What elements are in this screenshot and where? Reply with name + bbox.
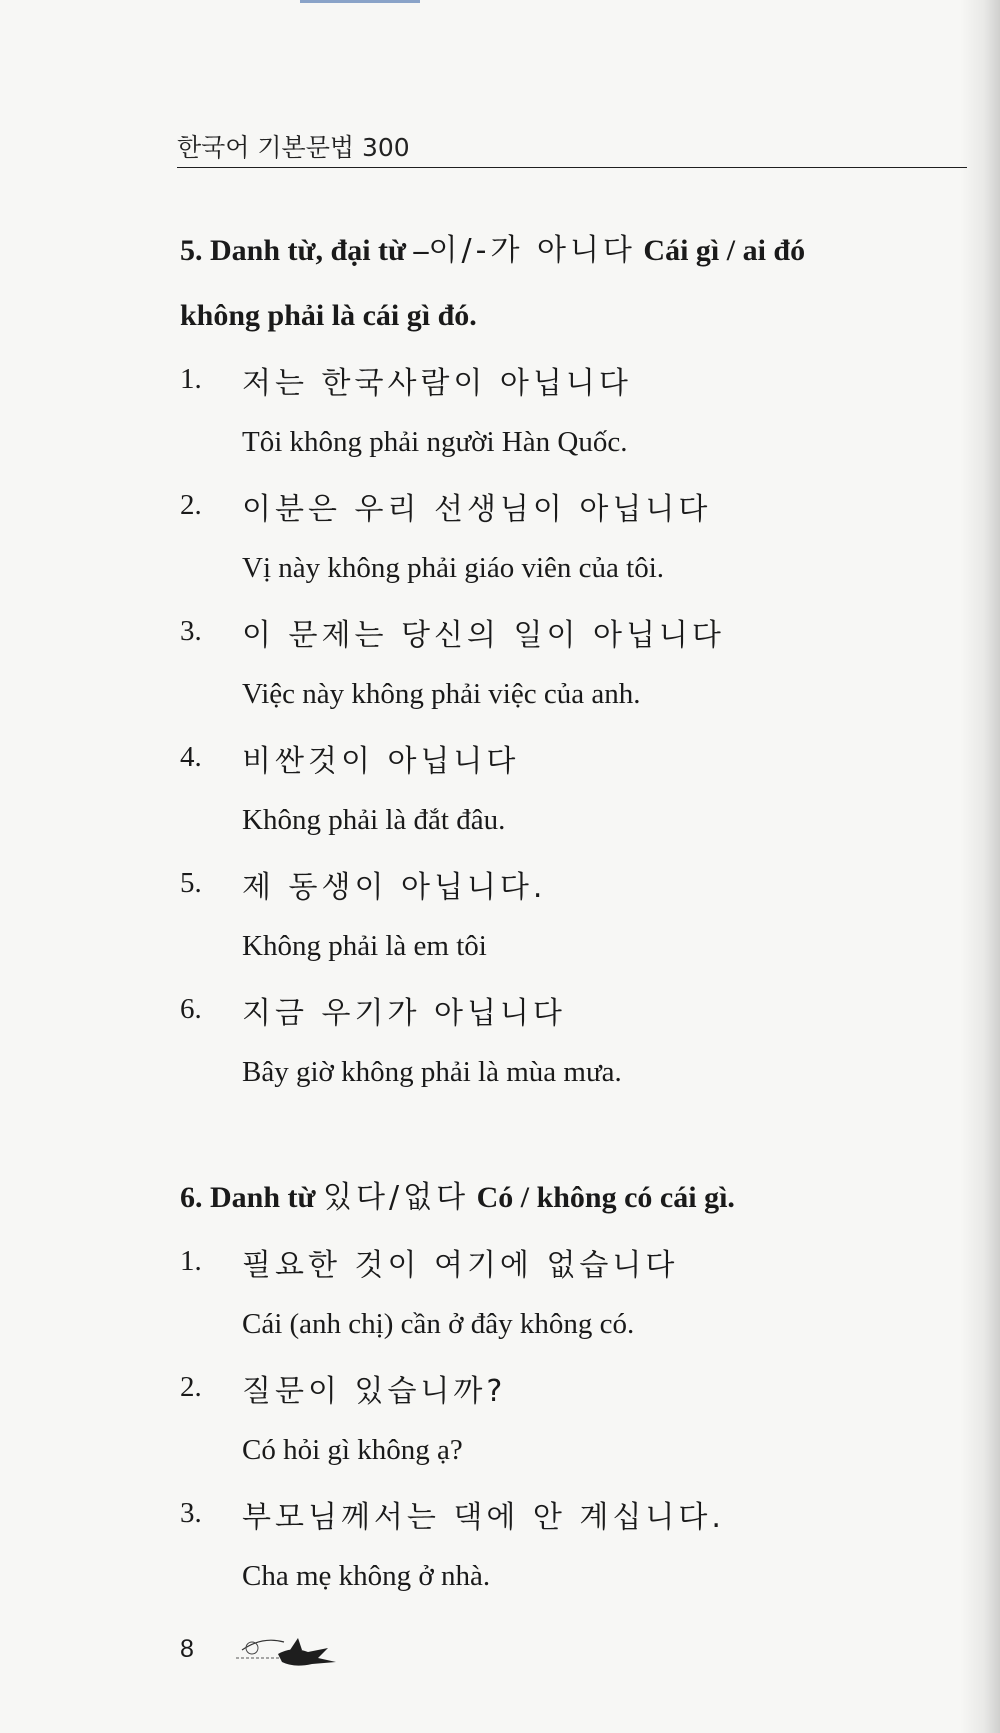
section-title	[180, 218, 970, 348]
section-title-vi-2: Có / không có cái gì.	[469, 1181, 735, 1214]
item-number: 2.	[180, 489, 202, 521]
vietnamese-translation: Vị này không phải giáo viên của tôi.	[242, 552, 665, 584]
section-title-vi: Danh từ, đại từ –	[210, 234, 429, 267]
publisher-logo-icon	[232, 1628, 352, 1678]
list-item	[180, 852, 970, 978]
korean-sentence: 이 문제는 당신의 일이 아닙니다	[242, 617, 725, 653]
item-number: 2.	[180, 1371, 202, 1403]
section-title-ko: 있다/없다	[323, 1180, 470, 1215]
scan-edge-strip	[300, 0, 420, 3]
vietnamese-translation: Không phải là em tôi	[242, 930, 487, 962]
list-item	[180, 474, 970, 600]
vietnamese-translation: Cái (anh chị) cần ở đây không có.	[242, 1308, 635, 1340]
korean-sentence: 질문이 있습니까?	[242, 1373, 507, 1409]
section-title-vi-2: Cái gì / ai đó	[635, 234, 806, 267]
item-number: 3.	[180, 615, 202, 647]
korean-sentence: 지금 우기가 아닙니다	[242, 995, 566, 1031]
section-title-line2: không phải là cái gì đó.	[180, 299, 477, 332]
vietnamese-translation: Bây giờ không phải là mùa mưa.	[242, 1056, 622, 1088]
list-item	[180, 348, 970, 474]
list-item	[180, 1230, 970, 1356]
list-item	[180, 1356, 970, 1482]
korean-sentence: 저는 한국사람이 아닙니다	[242, 365, 632, 401]
item-number: 5.	[180, 867, 202, 899]
vietnamese-translation: Cha mẹ không ở nhà.	[242, 1560, 491, 1592]
korean-sentence: 부모님께서는 댁에 안 계십니다.	[242, 1499, 725, 1535]
section-title-vi: Danh từ	[210, 1181, 324, 1214]
section-title-ko: 이/-가 아니다	[428, 233, 636, 268]
vietnamese-translation: Tôi không phải người Hàn Quốc.	[242, 426, 628, 458]
vietnamese-translation: Có hỏi gì không ạ?	[242, 1434, 463, 1466]
section-5	[180, 218, 970, 1104]
item-number: 6.	[180, 993, 202, 1025]
item-number: 3.	[180, 1497, 202, 1529]
page-number: 8	[180, 1635, 194, 1663]
list-item	[180, 978, 970, 1104]
item-number: 1.	[180, 363, 202, 395]
item-number: 4.	[180, 741, 202, 773]
list-item	[180, 1482, 970, 1608]
header-rule	[177, 167, 967, 168]
list-item	[180, 600, 970, 726]
korean-sentence: 비싼것이 아닙니다	[242, 743, 520, 779]
list-item	[180, 726, 970, 852]
section-number: 6.	[180, 1181, 203, 1214]
section-number: 5.	[180, 234, 203, 267]
item-number: 1.	[180, 1245, 202, 1277]
section-title	[180, 1165, 970, 1230]
korean-sentence: 필요한 것이 여기에 없습니다	[242, 1247, 679, 1283]
running-header: 한국어 기본문법 300	[177, 133, 410, 162]
section-6	[180, 1165, 970, 1608]
korean-sentence: 제 동생이 아닙니다.	[242, 869, 547, 905]
vietnamese-translation: Việc này không phải việc của anh.	[242, 678, 641, 710]
korean-sentence: 이분은 우리 선생님이 아닙니다	[242, 491, 712, 527]
vietnamese-translation: Không phải là đắt đâu.	[242, 804, 506, 836]
